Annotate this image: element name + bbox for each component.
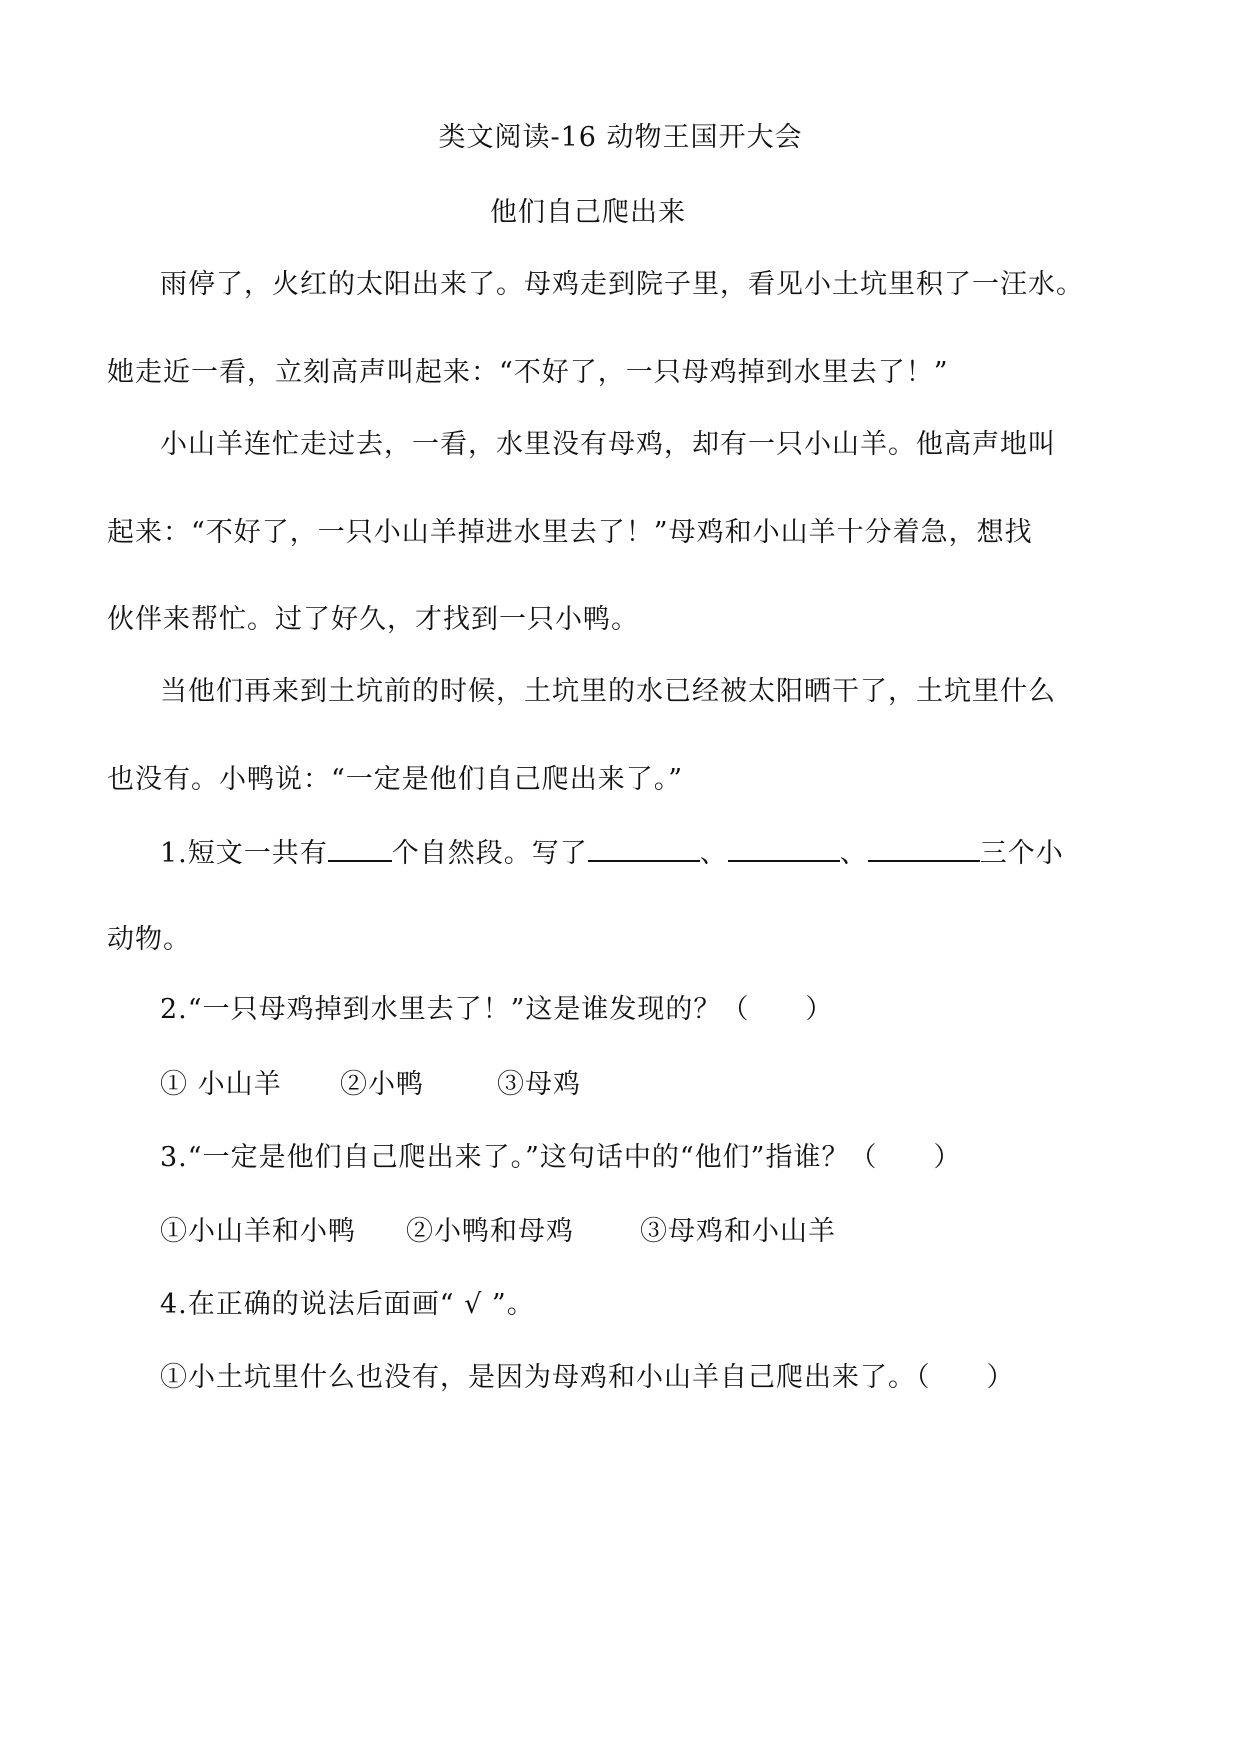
animal-blank-3[interactable] [868,832,980,862]
animal-blank-1[interactable] [588,832,700,862]
story-paragraph-2-line-2: 起来：“不好了，一只小山羊掉进水里去了！”母鸡和小山羊十分着急，想找 [107,517,1033,548]
question-4: 4.在正确的说法后面画“ √ ”。 [160,1289,535,1320]
question-2-option-3[interactable]: ③母鸡 [497,1069,581,1100]
question-2: 2.“一只母鸡掉到水里去了！”这是谁发现的？（ ） [160,994,834,1025]
story-paragraph-3-line-2: 也没有。小鸭说：“一定是他们自己爬出来了。” [107,764,684,795]
question-3-option-2[interactable]: ②小鸭和母鸡 [406,1216,574,1247]
story-paragraph-2-line-1: 小山羊连忙走过去，一看，水里没有母鸡，却有一只小山羊。他高声地叫 [160,429,1056,460]
story-paragraph-2-line-3: 伙伴来帮忙。过了好久，才找到一只小鸭。 [107,604,639,635]
question-3-option-1[interactable]: ①小山羊和小鸭 [160,1216,356,1247]
paragraph-count-blank[interactable] [328,832,392,862]
main-title: 类文阅读-16 动物王国开大会 [438,122,803,153]
question-3-options [160,1212,836,1252]
question-4-item-1[interactable]: ①小土坑里什么也没有，是因为母鸡和小山羊自己爬出来了。（ ） [160,1362,1015,1393]
question-2-options [160,1065,581,1105]
question-1-part-a: 1.短文一共有 [160,838,328,869]
story-paragraph-1-line-2: 她走近一看，立刻高声叫起来：“不好了，一只母鸡掉到水里去了！” [107,357,949,388]
question-1-part-c: 三个小 [979,838,1064,869]
question-1-continuation: 动物。 [107,924,191,955]
question-1-part-b: 个自然段。写了 [391,838,588,869]
story-paragraph-1-line-1: 雨停了，火红的太阳出来了。母鸡走到院子里，看见小土坑里积了一汪水。 [160,269,1084,300]
story-paragraph-3-line-1: 当他们再来到土坑前的时候，土坑里的水已经被太阳晒干了，土坑里什么 [160,676,1056,707]
question-1-sep-1: 、 [699,838,728,869]
question-2-option-2[interactable]: ②小鸭 [340,1069,424,1100]
animal-blank-2[interactable] [728,832,840,862]
question-3-option-3[interactable]: ③母鸡和小山羊 [640,1216,836,1247]
question-1 [160,832,1064,874]
story-title: 他们自己爬出来 [490,197,686,228]
question-3: 3.“一定是他们自己爬出来了。”这句话中的“他们”指谁？（ ） [160,1142,962,1173]
question-2-option-1[interactable]: ① 小山羊 [160,1069,282,1100]
question-1-sep-2: 、 [839,838,868,869]
